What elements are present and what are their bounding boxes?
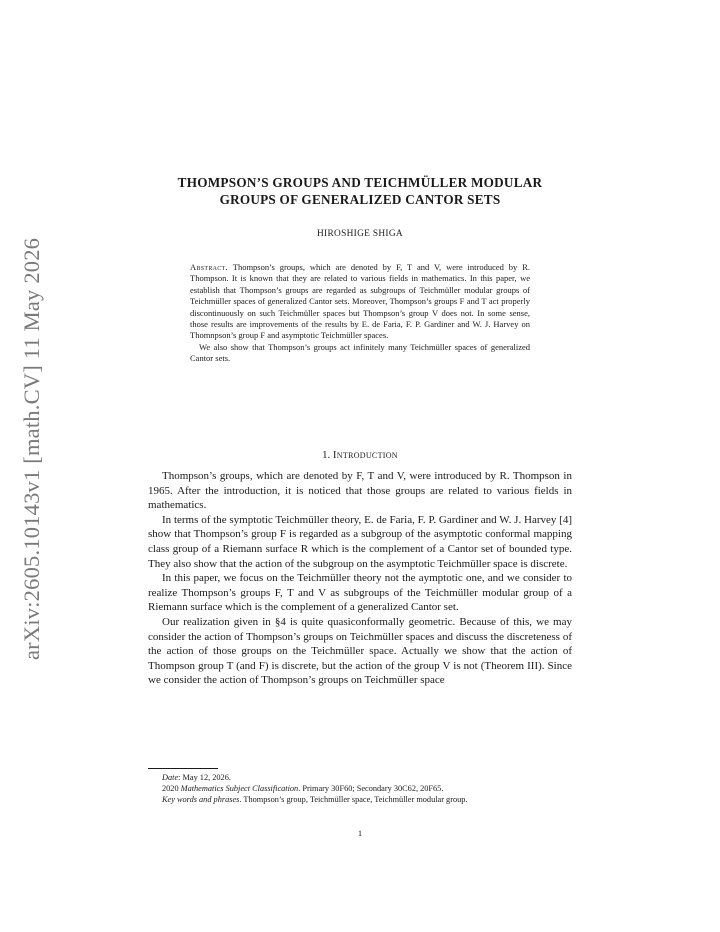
section-title: Introduction [332,449,398,461]
date-value: : May 12, 2026. [178,773,231,782]
author-name: HIROSHIGE SHIGA [316,229,403,239]
date-label: Date [162,773,179,782]
title-line-2: GROUPS OF GENERALIZED CANTOR SETS [219,192,501,207]
footnote-date [148,772,572,783]
keywords-value: . Thompson’s group, Teichmüller space, Teichmüller modular group. [239,795,468,805]
arxiv-identifier-stamp: arXiv:2605.10143v1 [math.CV] 11 May 2026 [19,237,44,660]
abstract-paragraph-2: We also show that Thompson’s groups act infinitely many Teichmüller spaces of generalized Cantor sets. [190,341,530,364]
footnote-rule [148,768,218,769]
body-paragraph-3: In this paper, we focus on the Teichmüller theory not the aymptotic one, and we consider to realize Thompson’s groups F, T and V as subgroups of the Teichmüller modular group of a Riemann surface which is the complement of a generalized Cantor set. [148,572,572,614]
body-paragraph-2: In terms of the symptotic Teichmüller theory, E. de Faria, F. P. Gardiner and W. J. Harvey [4] show that Thompson’s group F is regarded as a subgroup of the asymptotic conformal mapping class group of a Riemann surface R which is the complement of a Cantor set of bounded type. They also show that the action of the subgroup on the asymptotic Teichmüller space is discrete. [148,513,572,570]
abstract [190,262,530,365]
msc-prefix: 2020 [162,784,181,794]
footnotes [148,772,572,805]
abstract-label: Abstract. [190,262,228,272]
msc-value: . Primary 30F60; Secondary 30C62, 20F65. [298,784,444,794]
footnote-keywords [148,794,572,805]
title-line-1: THOMPSON’S GROUPS AND TEICHMÜLLER MODULAR [177,175,543,190]
abstract-text-1: Thompson’s groups, which are denoted by F, T and V, were introduced by R. Thompson. It is known that they are related to various fields in mathematics. In this paper, we establish that Thompson’s groups are regarded as subgroups of Teichmüller modular groups of Teichmüller spaces of generalized Cantor sets. Moreover, Thompson’s groups F and T act properly discontinuously on such Teichmüller spaces but Thompson’s group V does not. In some sense, those results are improvements of the results by E. de Faria, F. P. Gardiner and W. J. Harvey on Thomnpson’s group F and asymptotic Teichmüller spaces. [190,262,530,341]
body-paragraph-1: Thompson’s groups, which are denoted by F, T and V, were introduced by R. Thompson in 1965. After the introduction, it is noticed that those groups are related to various fields in mathematics. [148,470,572,512]
abstract-paragraph-1 [190,262,530,342]
page-number: 1 [357,828,363,838]
footnote-msc [148,783,572,794]
body-paragraph-4: Our realization given in §4 is quite quasiconformally geometric. Because of this, we may consider the action of Thompson’s groups on Teichmüller spaces and discuss the discreteness of the action of those groups on the Teichmüller space. Actually we show that the action of Thompson group T (and F) is discrete, but the action of the group V is not (Theorem III). Since we consider the action of Thompson’s groups on Teichmüller space [148,615,572,687]
section-heading-introduction [148,449,572,461]
keywords-label: Key words and phrases [162,795,240,805]
section-number: 1. [322,449,333,461]
introduction-body [148,469,572,688]
paper-title [148,174,572,208]
msc-label: Mathematics Subject Classification [180,784,299,794]
